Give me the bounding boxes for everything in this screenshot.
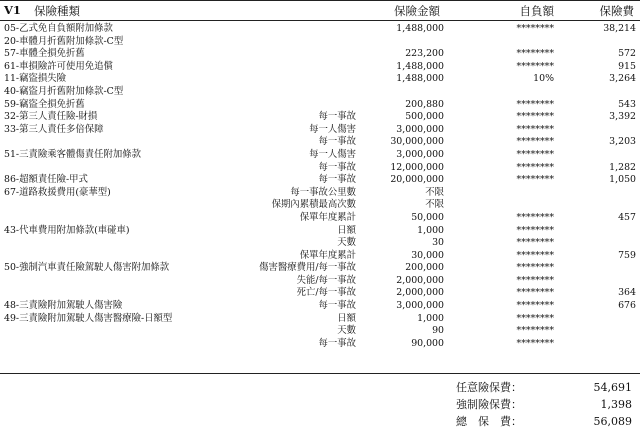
insured-amount: 200,000 [405, 262, 444, 274]
insured-amount: 1,000 [417, 224, 444, 236]
coverage-item: 40-竊盜月折舊附加條款-C型 [4, 85, 124, 97]
coverage-basis: 日額 [337, 224, 356, 236]
total-value: 54,691 [593, 381, 632, 394]
insured-amount: 1,000 [417, 312, 444, 324]
deductible: ******** [516, 337, 554, 349]
premium: 1,282 [609, 161, 636, 173]
coverage-item: 49-三責險附加駕駛人傷害醫療險-日額型 [4, 312, 173, 324]
table-row [0, 313, 640, 326]
insured-amount: 1,488,000 [396, 23, 444, 34]
total-row-compulsory [0, 397, 640, 412]
coverage-item: 67-道路救援費用(豪華型) [4, 186, 111, 198]
table-row [0, 23, 640, 36]
insured-amount: 30,000,000 [390, 136, 444, 148]
table-row [0, 300, 640, 313]
coverage-basis: 保期內累積最高次數 [271, 199, 356, 211]
premium: 3,264 [609, 73, 636, 85]
deductible: ******** [516, 312, 554, 324]
insured-amount: 20,000,000 [390, 174, 444, 186]
deductible: ******** [516, 148, 554, 160]
insured-amount: 3,000,000 [396, 123, 444, 135]
deductible: ******** [516, 325, 554, 337]
premium: 38,214 [603, 23, 636, 34]
table-row [0, 187, 640, 200]
table-row [0, 338, 640, 351]
table-row [0, 36, 640, 49]
insured-amount: 90 [432, 325, 444, 337]
premium: 3,392 [609, 111, 636, 123]
deductible: ******** [516, 161, 554, 173]
coverage-item: 57-車體全損免折舊 [4, 48, 85, 60]
header-insurance-type: 保險種類 [34, 4, 80, 18]
coverage-basis: 日額 [337, 312, 356, 324]
table-row [0, 86, 640, 99]
header-deductible: 自負額 [519, 4, 554, 18]
coverage-table [0, 23, 640, 350]
table-row [0, 73, 640, 86]
insured-amount: 1,488,000 [396, 60, 444, 72]
table-row [0, 99, 640, 112]
coverage-item: 50-強制汽車責任險駕駛人傷害附加條款 [4, 262, 170, 274]
coverage-basis: 天數 [337, 325, 356, 337]
deductible: ******** [516, 237, 554, 249]
table-row [0, 225, 640, 238]
table-row [0, 325, 640, 338]
insured-amount: 30,000 [411, 249, 444, 261]
total-row-optional [0, 380, 640, 395]
coverage-item: 05-乙式免自負額附加條款 [4, 23, 113, 34]
coverage-basis: 保單年度累計 [299, 249, 356, 261]
coverage-basis: 每一人傷害 [309, 123, 356, 135]
premium: 3,203 [609, 136, 636, 148]
table-row [0, 199, 640, 212]
premium: 543 [618, 98, 636, 110]
table-row [0, 237, 640, 250]
insured-amount: 3,000,000 [396, 148, 444, 160]
deductible: ******** [516, 60, 554, 72]
premium: 364 [618, 287, 636, 299]
coverage-item: 43-代車費用附加條款(車碰車) [4, 224, 130, 236]
total-label: 強制險保費： [456, 398, 522, 411]
total-label: 總 保 費： [456, 415, 522, 428]
coverage-basis: 每一事故 [318, 111, 356, 123]
coverage-basis: 每一事故 [318, 161, 356, 173]
deductible: ******** [516, 274, 554, 286]
coverage-basis: 每一事故 [318, 136, 356, 148]
premium: 676 [618, 300, 636, 312]
premium: 572 [618, 48, 636, 60]
table-row [0, 136, 640, 149]
coverage-basis: 每一事故 [318, 300, 356, 312]
insured-amount: 90,000 [411, 337, 444, 349]
version-label: V1 [4, 3, 21, 17]
insured-amount: 2,000,000 [396, 287, 444, 299]
insured-amount: 12,000,000 [390, 161, 444, 173]
insured-amount: 2,000,000 [396, 274, 444, 286]
coverage-item: 59-竊盜全損免折舊 [4, 98, 85, 110]
header-premium: 保險費 [599, 4, 634, 18]
table-row [0, 275, 640, 288]
insured-amount: 223,200 [405, 48, 444, 60]
table-row [0, 212, 640, 225]
total-row-grand [0, 414, 640, 429]
insured-amount: 30 [432, 237, 444, 249]
coverage-basis: 死亡/每一事故 [296, 287, 356, 299]
table-row [0, 250, 640, 263]
table-row [0, 48, 640, 61]
coverage-item: 20-車體月折舊附加條款-C型 [4, 35, 124, 47]
totals-divider [0, 373, 640, 374]
coverage-basis: 傷害醫療費用/每一事故 [259, 262, 356, 274]
coverage-basis: 每一事故 [318, 337, 356, 349]
insured-amount: 50,000 [411, 211, 444, 223]
deductible: ******** [516, 211, 554, 223]
table-row [0, 111, 640, 124]
deductible: 10% [533, 73, 554, 85]
table-row [0, 262, 640, 275]
deductible: ******** [516, 249, 554, 261]
deductible: ******** [516, 136, 554, 148]
insured-amount: 200,880 [405, 98, 444, 110]
insured-amount: 不限 [425, 186, 444, 198]
table-row [0, 287, 640, 300]
table-row [0, 174, 640, 187]
insured-amount: 500,000 [405, 111, 444, 123]
coverage-basis: 天數 [337, 237, 356, 249]
premium: 915 [618, 60, 636, 72]
insured-amount: 1,488,000 [396, 73, 444, 85]
table-row [0, 61, 640, 74]
table-row [0, 149, 640, 162]
total-value: 56,089 [593, 415, 632, 428]
header-insured-amount: 保險金額 [394, 4, 440, 18]
coverage-item: 61-車損險許可使用免追償 [4, 60, 113, 72]
insured-amount: 3,000,000 [396, 300, 444, 312]
coverage-basis: 每一事故公里數 [290, 186, 356, 198]
deductible: ******** [516, 287, 554, 299]
total-label: 任意險保費： [456, 381, 522, 394]
coverage-item: 86-超額責任險-甲式 [4, 174, 88, 186]
premium: 759 [618, 249, 636, 261]
premium: 457 [618, 211, 636, 223]
deductible: ******** [516, 224, 554, 236]
premium: 1,050 [609, 174, 636, 186]
coverage-basis: 每一事故 [318, 174, 356, 186]
deductible: ******** [516, 23, 554, 34]
table-row [0, 124, 640, 137]
coverage-item: 32-第三人責任險-財損 [4, 111, 98, 123]
insured-amount: 不限 [425, 199, 444, 211]
coverage-item: 51-三責險乘客體傷責任附加條款 [4, 148, 141, 160]
deductible: ******** [516, 111, 554, 123]
coverage-basis: 保單年度累計 [299, 211, 356, 223]
deductible: ******** [516, 123, 554, 135]
table-row [0, 162, 640, 175]
deductible: ******** [516, 300, 554, 312]
table-header [0, 0, 640, 21]
deductible: ******** [516, 98, 554, 110]
coverage-item: 33-第三人責任多倍保障 [4, 123, 104, 135]
total-value: 1,398 [600, 398, 632, 411]
coverage-item: 11-竊盜損失險 [4, 73, 66, 85]
coverage-basis: 每一人傷害 [309, 148, 356, 160]
deductible: ******** [516, 48, 554, 60]
coverage-basis: 失能/每一事故 [296, 274, 356, 286]
deductible: ******** [516, 262, 554, 274]
deductible: ******** [516, 174, 554, 186]
coverage-item: 48-三責險附加駕駛人傷害險 [4, 300, 123, 312]
